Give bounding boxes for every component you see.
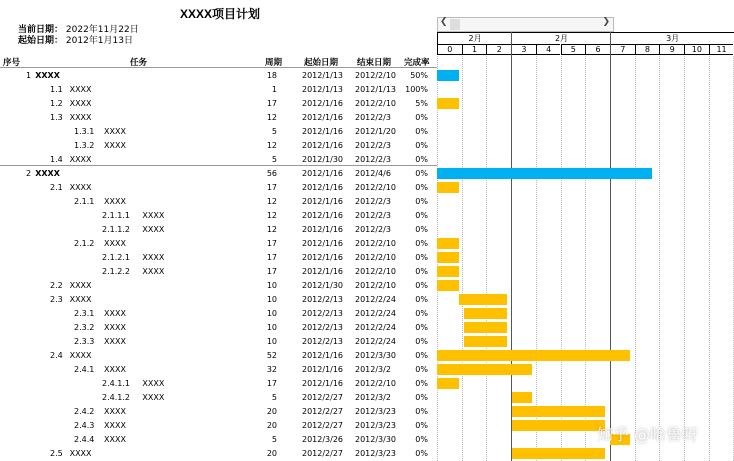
task-id: 2.1.1.2 [102, 225, 130, 234]
task-bar [437, 280, 459, 291]
task-id: 1.2 [50, 99, 63, 108]
task-complete: 0% [415, 197, 428, 206]
task-start: 2012/1/16 [302, 127, 344, 136]
task-period: 56 [266, 169, 277, 178]
week-label: 3 [511, 44, 536, 55]
task-id: 2 [26, 169, 32, 178]
task-id: 2.4.2 [74, 407, 95, 416]
task-end: 2012/3/23 [355, 407, 397, 416]
task-complete: 0% [415, 323, 428, 332]
task-period: 10 [266, 309, 277, 318]
page-title: XXXX项目计划 [180, 7, 261, 21]
task-period: 52 [266, 351, 277, 360]
task-name: XXXX [104, 323, 126, 332]
task-complete: 0% [415, 407, 428, 416]
task-bar [437, 182, 459, 193]
task-name: XXXX [142, 379, 165, 388]
month-label: 3月 [610, 32, 734, 44]
task-period: 20 [266, 421, 277, 430]
task-start: 2012/1/16 [302, 365, 344, 374]
header-seq: 序号 [3, 58, 21, 68]
task-name: XXXX [104, 435, 126, 444]
task-bar [512, 420, 605, 431]
start-date-label: 起始日期： [18, 36, 64, 46]
task-period: 17 [266, 253, 277, 262]
task-start: 2012/1/16 [302, 351, 344, 360]
header-end: 结束日期 [357, 58, 392, 68]
task-period: 20 [266, 407, 277, 416]
task-end: 2012/3/2 [355, 393, 391, 402]
task-end: 2012/2/24 [355, 323, 397, 332]
task-complete: 0% [415, 281, 428, 290]
task-start: 2012/1/16 [302, 211, 344, 220]
task-id: 2.4.1 [74, 365, 95, 374]
task-complete: 0% [415, 155, 428, 164]
task-name: XXXX [142, 393, 165, 402]
task-id: 2.1.1.1 [102, 211, 130, 220]
task-period: 12 [266, 225, 277, 234]
task-end: 2012/2/10 [355, 99, 397, 108]
task-complete: 0% [415, 239, 428, 248]
watermark: 知乎 @哈鲁呀 [596, 425, 698, 444]
task-end: 2012/2/24 [355, 309, 397, 318]
task-id: 1 [26, 71, 32, 80]
task-start: 2012/2/13 [302, 323, 344, 332]
task-id: 2.4.3 [74, 421, 95, 430]
task-bar [437, 98, 459, 109]
task-name: XXXX [142, 253, 165, 262]
task-end: 2012/3/30 [355, 351, 397, 360]
task-complete: 0% [415, 295, 428, 304]
start-date-value: 2012年1月13日 [65, 36, 133, 46]
task-name: XXXX [69, 281, 92, 290]
week-gridline [635, 56, 636, 461]
task-end: 2012/3/23 [355, 449, 397, 458]
task-name: XXXX [104, 365, 126, 374]
task-complete: 0% [415, 393, 428, 402]
task-complete: 5% [415, 99, 428, 108]
task-id: 2.4.4 [74, 435, 95, 444]
task-end: 2012/2/10 [355, 183, 397, 192]
week-label: 4 [536, 44, 561, 55]
task-complete: 0% [415, 365, 428, 374]
week-gridline [709, 56, 710, 461]
week-label: 9 [659, 44, 684, 55]
task-name: XXXX [69, 183, 92, 192]
task-complete: 0% [415, 351, 428, 360]
week-gridline [684, 56, 685, 461]
task-complete: 0% [415, 113, 428, 122]
task-id: 2.1.2.1 [102, 253, 130, 262]
task-name: XXXX [69, 85, 92, 94]
task-id: 2.4.1.1 [102, 379, 130, 388]
task-name: XXXX [69, 449, 92, 458]
month-label: 2月 [511, 32, 611, 44]
task-end: 2012/4/6 [355, 169, 391, 178]
task-period: 17 [266, 183, 277, 192]
task-name: XXXX [104, 337, 126, 346]
task-name: XXXX [142, 225, 165, 234]
week-gridline [536, 56, 537, 461]
start-date-line [18, 33, 133, 46]
task-name: XXXX [104, 421, 126, 430]
task-period: 5 [271, 393, 277, 402]
task-start: 2012/1/16 [302, 141, 344, 150]
task-period: 17 [266, 99, 277, 108]
task-start: 2012/2/27 [302, 421, 344, 430]
task-period: 10 [266, 281, 277, 290]
task-end: 2012/2/3 [355, 197, 391, 206]
task-complete: 0% [415, 435, 428, 444]
task-period: 17 [266, 239, 277, 248]
task-complete: 0% [415, 309, 428, 318]
timeline-scrollbar[interactable] [437, 17, 614, 32]
task-id: 1.4 [50, 155, 63, 164]
task-id: 2.1.2.2 [102, 267, 130, 276]
task-start: 2012/1/16 [302, 169, 344, 178]
task-id: 2.1.2 [74, 239, 95, 248]
task-name: XXXX [69, 155, 92, 164]
task-end: 2012/2/10 [355, 281, 397, 290]
task-end: 2012/2/3 [355, 211, 391, 220]
task-name: XXXX [142, 267, 165, 276]
task-bar [512, 406, 605, 417]
task-end: 2012/2/10 [355, 267, 397, 276]
task-period: 10 [266, 337, 277, 346]
week-label: 1 [462, 44, 487, 55]
task-end: 2012/2/3 [355, 225, 391, 234]
task-start: 2012/1/13 [302, 85, 344, 94]
task-start: 2012/1/16 [302, 225, 344, 234]
task-period: 17 [266, 379, 277, 388]
task-period: 20 [266, 449, 277, 458]
task-end: 2012/2/10 [355, 239, 397, 248]
week-label: 5 [561, 44, 586, 55]
task-period: 10 [266, 323, 277, 332]
task-bar [512, 448, 605, 459]
task-id: 1.3 [50, 113, 63, 122]
header-task: 任务 [130, 58, 148, 68]
task-bar [437, 252, 459, 263]
task-name: XXXX [104, 141, 126, 150]
week-gridline [561, 56, 562, 461]
task-complete: 0% [415, 379, 428, 388]
week-label: 8 [635, 44, 660, 55]
week-label: 6 [585, 44, 610, 55]
task-name: XXXX [104, 197, 126, 206]
task-end: 2012/1/13 [355, 85, 397, 94]
summary-bar [437, 168, 652, 179]
task-name: XXXX [69, 351, 92, 360]
header-complete: 完成率 [404, 58, 430, 68]
task-start: 2012/1/16 [302, 197, 344, 206]
task-id: 2.2 [50, 281, 63, 290]
task-complete: 100% [405, 85, 428, 94]
task-start: 2012/1/16 [302, 253, 344, 262]
task-end: 2012/3/2 [355, 365, 391, 374]
task-period: 1 [271, 85, 277, 94]
task-id: 1.3.2 [74, 141, 95, 150]
task-complete: 0% [415, 267, 428, 276]
scroll-right-icon[interactable]: ❯ [602, 17, 610, 27]
task-period: 12 [266, 113, 277, 122]
task-bar [437, 350, 630, 361]
week-gridline [486, 56, 487, 461]
task-start: 2012/2/27 [302, 393, 344, 402]
task-name: XXXX [104, 309, 126, 318]
task-end: 2012/2/10 [355, 253, 397, 262]
task-end: 2012/2/24 [355, 337, 397, 346]
task-id: 2.3.1 [74, 309, 95, 318]
task-end: 2012/2/10 [355, 379, 397, 388]
task-start: 2012/1/30 [302, 281, 344, 290]
task-bar [464, 308, 507, 319]
task-period: 10 [266, 295, 277, 304]
task-start: 2012/3/26 [302, 435, 344, 444]
task-period: 5 [271, 127, 277, 136]
task-bar [464, 322, 507, 333]
task-end: 2012/1/20 [355, 127, 397, 136]
task-id: 2.3.2 [74, 323, 95, 332]
task-complete: 50% [410, 71, 428, 80]
task-period: 5 [271, 155, 277, 164]
task-period: 32 [266, 365, 277, 374]
task-complete: 0% [415, 141, 428, 150]
task-bar [437, 238, 459, 249]
task-start: 2012/2/27 [302, 407, 344, 416]
current-date-value: 2022年11月22日 [65, 25, 139, 35]
task-id: 2.5 [50, 449, 63, 458]
task-period: 5 [271, 435, 277, 444]
task-bar [437, 378, 459, 389]
task-start: 2012/1/16 [302, 239, 344, 248]
task-id: 1.1 [50, 85, 63, 94]
summary-bar [437, 70, 459, 81]
task-complete: 0% [415, 225, 428, 234]
task-bar [464, 336, 507, 347]
task-id: 1.3.1 [74, 127, 95, 136]
current-date-label: 当前日期： [18, 25, 64, 35]
task-id: 2.4.1.2 [102, 393, 130, 402]
task-complete: 0% [415, 253, 428, 262]
task-complete: 0% [415, 337, 428, 346]
month-label: 2月 [437, 32, 512, 44]
task-bar [437, 266, 459, 277]
week-label: 10 [684, 44, 709, 55]
task-period: 17 [266, 267, 277, 276]
task-complete: 0% [415, 169, 428, 178]
task-name: XXXX [35, 71, 60, 80]
task-id: 2.1.1 [74, 197, 95, 206]
task-id: 2.3 [50, 295, 63, 304]
task-period: 12 [266, 197, 277, 206]
scroll-left-icon[interactable]: ❮ [440, 17, 448, 27]
task-end: 2012/2/10 [355, 71, 397, 80]
task-start: 2012/2/13 [302, 337, 344, 346]
task-name: XXXX [104, 239, 126, 248]
task-complete: 0% [415, 183, 428, 192]
task-id: 2.1 [50, 183, 63, 192]
task-name: XXXX [69, 113, 92, 122]
task-end: 2012/3/30 [355, 435, 397, 444]
task-bar [459, 294, 507, 305]
task-end: 2012/2/24 [355, 295, 397, 304]
task-name: XXXX [142, 211, 165, 220]
task-end: 2012/2/3 [355, 155, 391, 164]
task-end: 2012/2/3 [355, 113, 391, 122]
task-period: 12 [266, 211, 277, 220]
week-label: 7 [610, 44, 635, 55]
task-period: 18 [266, 71, 277, 80]
task-name: XXXX [104, 127, 126, 136]
task-end: 2012/3/23 [355, 421, 397, 430]
task-bar [437, 364, 532, 375]
task-start: 2012/1/16 [302, 267, 344, 276]
week-gridline [585, 56, 586, 461]
task-start: 2012/1/30 [302, 155, 344, 164]
task-complete: 0% [415, 421, 428, 430]
week-label: 2 [486, 44, 511, 55]
week-label: 0 [437, 44, 462, 55]
header-period: 周期 [265, 58, 283, 68]
task-name: XXXX [104, 407, 126, 416]
task-period: 12 [266, 141, 277, 150]
task-start: 2012/1/16 [302, 183, 344, 192]
task-complete: 0% [415, 211, 428, 220]
task-id: 2.3.3 [74, 337, 95, 346]
week-label: 11 [709, 44, 734, 55]
task-name: XXXX [35, 169, 60, 178]
header-start: 起始日期 [304, 58, 339, 68]
task-start: 2012/1/16 [302, 113, 344, 122]
task-start: 2012/1/13 [302, 71, 344, 80]
task-start: 2012/2/27 [302, 449, 344, 458]
task-start: 2012/2/13 [302, 309, 344, 318]
task-bar [512, 392, 532, 403]
scroll-thumb[interactable] [450, 19, 460, 30]
week-gridline [659, 56, 660, 461]
task-id: 2.4 [50, 351, 63, 360]
task-end: 2012/2/3 [355, 141, 391, 150]
task-complete: 0% [415, 127, 428, 136]
task-complete: 0% [415, 449, 428, 458]
week-gridline [462, 56, 463, 461]
task-name: XXXX [69, 295, 92, 304]
task-start: 2012/2/13 [302, 295, 344, 304]
task-name: XXXX [69, 99, 92, 108]
task-start: 2012/1/16 [302, 99, 344, 108]
task-start: 2012/1/16 [302, 379, 344, 388]
month-divider [610, 32, 611, 461]
header-divider [0, 67, 437, 68]
